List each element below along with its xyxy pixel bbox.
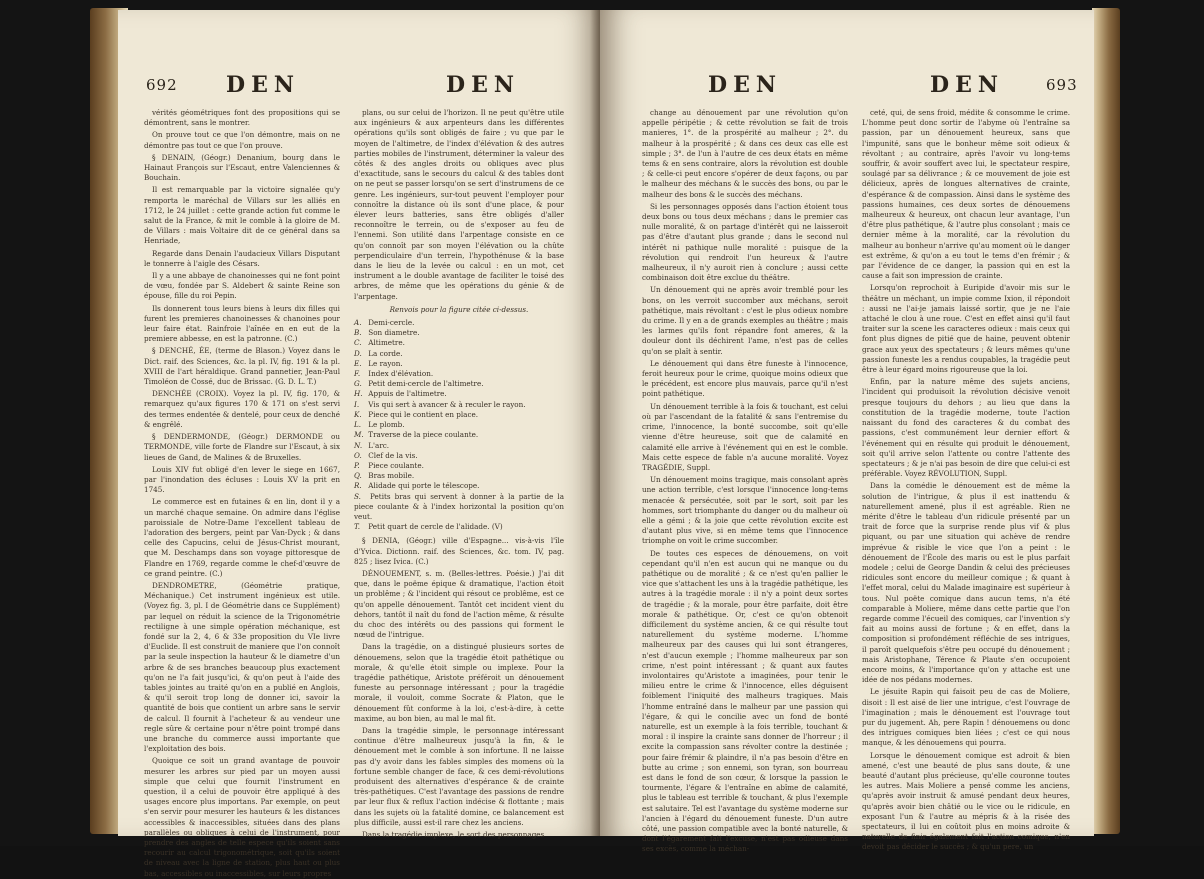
legend-key: G. bbox=[354, 379, 362, 389]
legend-text: Son diametre. bbox=[366, 328, 420, 338]
left-page-column-2 bbox=[354, 108, 564, 840]
legend-key: B. bbox=[354, 328, 362, 338]
paragraph: DENCHÉE (CROIX). Voyez la pl. IV, fig. 170, & remarquez qu'aux figures 170 & 171 on s'est servi des termes endentée & dentelé, pour ceux de denché & engrêlé. bbox=[144, 389, 340, 429]
legend-key: Q. bbox=[354, 471, 362, 481]
paragraph: Dans la tragédie implexe, le sort des personnages bbox=[362, 830, 545, 840]
page-number: 692 bbox=[146, 76, 178, 94]
legend-text: Le plomb. bbox=[366, 420, 405, 430]
running-head-right: DEN bbox=[446, 72, 520, 98]
left-page-header bbox=[118, 72, 600, 102]
paragraph: Lorsqu'on reprochoit à Euripide d'avoir mis sur le théâtre un méchant, un impie comme Ixion, il répondoit : aussi ne l'ai-je jamais laissé sortir, que je ne l'aie attaché le clou à une roue. C'est en effet ainsi qu'il faut traiter sur la scene les caracteres odieux : mais ceux qui font plus dignes de pitié que de haine, peuvent obtenir grace aux yeux des spectateurs ; & leurs mêmes qu'une passion funeste les a rendus coupables, la tragédie peut être à leur égard moins rigoureuse que la loi. bbox=[862, 283, 1070, 375]
paragraph: vérités géométriques font des propositions qui se démontrent, sans le montrer. bbox=[144, 108, 340, 128]
paragraph: § DENDERMONDE, (Géogr.) DERMONDE ou TERMONDE, ville forte de Flandre sur l'Escaut, à six lieues de Gand, de Malines & de Bruxelles. bbox=[144, 432, 340, 462]
right-page-header bbox=[600, 72, 1094, 102]
legend-key: R. bbox=[354, 481, 362, 491]
paragraph: Le jésuite Rapin qui faisoit peu de cas de Moliere, disoit : Il est aisé de lier une intrigue, c'est l'ouvrage de l'imagination ; mais le dénouement est l'ouvrage tout pur du jugement. Ah, pere Rapin ! dénouemens ou donc des intrigues comiques bien liées ; c'est ce qui nous manque, & les dénouemens qui pourra. bbox=[862, 687, 1070, 748]
legend-text: L'arc. bbox=[366, 440, 390, 450]
paragraph: Quoique ce soit un grand avantage de pouvoir mesurer les arbres sur pied par un moyen aussi simple que celui que fournit l'instrument en question, il a celui de pouvoir être appliqué à des usages encore plus importans. Par exemple, on peut s'en servir pour mesurer les hauteurs & les distances accessibles & inaccessibles, situées dans des plans parallèles ou obliques à celui de l'instrument, pour prendre des angles de telle espece qu'ils soient sans recourir au calcul trigonométrique, soit qu'ils soient de niveau avec la ligne de station, plus haut ou plus bas, accessibles ou inaccessibles, sur leurs propres bbox=[144, 756, 340, 878]
legend-item bbox=[354, 318, 564, 328]
paragraph: § DENCHÉ, ÉE, (terme de Blason.) Voyez dans le Dict. raif. des Sciences, &c. la pl. IV, fig. 191 & la pl. XVIII de l'art héraldique. Grand pannetier, Jean-Paul Timoléon de Cossé, duc de Brissac. (G. D. L. T.) bbox=[144, 346, 340, 387]
running-head-left: DEN bbox=[226, 72, 300, 98]
legend-key: C. bbox=[354, 338, 362, 348]
figure-legend bbox=[354, 318, 564, 532]
paragraph: Regarde dans Denain l'audacieux Villars Disputant le tonnerre à l'aigle des Césars. bbox=[144, 248, 340, 268]
right-page bbox=[600, 10, 1094, 854]
legend-item bbox=[354, 389, 564, 399]
running-head-right: DEN bbox=[930, 72, 1004, 98]
legend-text: Traverse de la piece coulante. bbox=[366, 430, 479, 440]
legend-text: Petits bras qui servent à donner à la partie de la piece coulante & à l'index horizontal la position qu'on veut. bbox=[354, 491, 564, 521]
paragraph: DENDROMETRE, (Géométrie pratique, Méchanique.) Cet instrument ingénieux est utile. (Voyez fig. 3, pl. I de Géométrie dans ce Supplément) par lequel on réduit la science de la Trigonométrie rectiligne à une simple opération méchanique, est fondé sur la 2, 4, 6 & 33e proposition du VIe livre d'Euclide. Il est construit de maniere que l'on connoît par la seule inspection la hauteur & le diametre d'un arbre & de ses branches beaucoup plus exactement qu'on ne l'a fait jusqu'ici, & qu'on peut à l'aide des tables jointes au traité qu'on en a publié en Anglois, & qu'il seroit trop long de donner ici, savoir la quantité de bois que contient un arbre sans le servir de calcul. Il fournit à l'acheteur & au vendeur une regle sûre & certaine pour n'être point trompé dans une branche du commerce aussi importante que l'exploitation des bois. bbox=[144, 580, 340, 754]
legend-item bbox=[354, 328, 564, 338]
legend-key: P. bbox=[354, 460, 360, 470]
legend-item bbox=[354, 420, 564, 430]
legend-item bbox=[354, 410, 564, 420]
legend-key: H. bbox=[354, 389, 363, 399]
legend-item bbox=[354, 430, 564, 440]
legend-key: N. bbox=[354, 440, 363, 450]
legend-key: A. bbox=[354, 318, 362, 328]
legend-key: S. bbox=[354, 491, 361, 501]
legend-text: Le rayon. bbox=[366, 358, 403, 368]
legend-item bbox=[354, 369, 564, 379]
paragraph: Il est remarquable par la victoire signalée qu'y remporta le maréchal de Villars sur les alliés en 1712, le 24 juillet : cette grande action fut comme le salut de la France, & mit le comble à la gloire de M. de Villars : mais Voltaire dit de ce général dans sa Henriade, bbox=[144, 185, 340, 246]
legend-item bbox=[354, 461, 564, 471]
left-page-column-1 bbox=[144, 108, 340, 878]
paragraph: Le dénouement qui dans être funeste à l'innocence, feroit heureux pour le crime, quoique moins odieux que le précédent, est encore plus mauvais, parce qu'il n'est point pathétique. bbox=[642, 358, 848, 399]
open-book bbox=[90, 4, 1120, 878]
paragraph: Dans la tragédie simple, le personnage intéressant continue d'être malheureux jusqu'à la fin, & le dénouement met le comble à son infortune. Il ne laisse pas d'y avoir dans les fables simples des momens où la fortune semble changer de face, & ces demi-révolutions produisent des alternatives d'espérance & de crainte très-pathétiques. C'est l'avantage des passions de rendre par leur flux & reflux l'action indécise & flottante ; mais dans les sujets où la fatalité domine, ce balancement est plus difficile, aussi est-il rare chez les anciens. bbox=[354, 725, 564, 827]
paragraph: On prouve tout ce que l'on démontre, mais on ne démontre pas tout ce que l'on prouve. bbox=[144, 130, 340, 150]
paragraph: Dans la tragédie, on a distingué plusieurs sortes de dénouemens, selon que la tragédie étoit pathétique ou morale, & qu'elle étoit simple ou implexe. Pour la tragédie pathétique, Aristote préféroit un dénouement funeste au personnage intéressant ; pour la tragédie morale, il vouloit, comme Socrate & Platon, que le dénouement fût conforme à la loi, c'est-à-dire, à cette maxime, au bon bien, au mal le mal fit. bbox=[354, 642, 564, 723]
paragraph: Un dénouement moins tragique, mais consolant après une action terrible, c'est lorsque l'innocence long-tems menacée & persécutée, soit par le sort, soit par les hommes, sort triomphante du danger ou du malheur où elle a gémi ; & la joie que cette révolution excite est d'autant plus vive, si en même tems que l'innocence triomphe on voit le crime succomber. bbox=[642, 475, 848, 546]
legend-text: Petit demi-cercle de l'altimetre. bbox=[366, 379, 484, 389]
paragraph: Dans la comédie le dénouement est de même la solution de l'intrigue, & plus il est inattendu & naturellement amené, plus il est agréable. Rien ne mérite d'être le tableau d'un ridicule présenté par un trait de force que la surprise rende plus vif & plus piquant, ou par une situation qui achève de rendre imprévue & risible le vice que l'on a peint : le dénouement de l'École des maris ou est le plus parfait modele ; celui de George Dandin & celui des précieuses ridicules sont encore du meilleur comique ; & quant à l'effet moral, celui du Malade imaginaire est supérieur à tous. Nul poëte comique dans aucun tems, n'a été comparable à Moliere, même dans cette partie que l'on regarde comme l'écueil des comiques, car l'invention s'y fait au moins aussi de fortune ; & en effet, dans la composition si profondément réfléchie de ses intrigues, il paroît quelquefois s'être peu occupé du dénouement ; mais Aristophane, Térence & Plaute s'en occupoient encore moins, & l'importance qu'on y attache est une idée de nos pédans modernes. bbox=[862, 481, 1070, 685]
legend-text: Altimetre. bbox=[366, 338, 405, 348]
legend-text: Alidade qui porte le télescope. bbox=[366, 481, 480, 491]
legend-text: Vis qui sert à avancer & à reculer le rayon. bbox=[366, 399, 526, 409]
legend-key: O. bbox=[354, 450, 362, 460]
paragraph: Il y a une abbaye de chanoinesses qui ne font point de vœu, fondée par S. Aldebert & sainte Reine son épouse, fille du roi Pepin. bbox=[144, 271, 340, 301]
paragraph: Enfin, par la nature même des sujets anciens, l'incident qui produisoit la révolution décisive venoit presque toujours du dehors ; au lieu que dans la constitution de la tragédie moderne, toute l'action naissant du fond des caracteres & du combat des passions, c'est communément leur dernier effort & l'événement qui en résulte qui produit le dénouement, soit qu'il arrive selon l'attente ou contre l'attente des spectateurs ; & je n'ai pas besoin de dire que celui-ci est préférable. Voyez RÉVOLUTION, Suppl. bbox=[862, 377, 1070, 479]
legend-title: Renvois pour la figure citée ci-dessus. bbox=[389, 304, 529, 314]
paragraph: Louis XIV fut obligé d'en lever le siege en 1667, par l'inondation des écluses : Louis XV la prit en 1745. bbox=[144, 464, 340, 495]
legend-text: Index d'élévation. bbox=[366, 369, 434, 379]
legend-item bbox=[354, 349, 564, 359]
legend-item bbox=[354, 400, 564, 410]
legend-key: K. bbox=[354, 409, 362, 419]
legend-key: M. bbox=[354, 430, 364, 440]
legend-key: T. bbox=[354, 522, 361, 532]
right-page-column-1 bbox=[642, 108, 848, 854]
page-number: 693 bbox=[1046, 76, 1078, 94]
legend-item bbox=[354, 441, 564, 451]
paragraph: Si les personnages opposés dans l'action étoient tous deux bons ou tous deux méchans ; dans le premier cas nulle moralité, & on partage d'intérêt qui ne laisseroit pas d'être d'autant plus grande ; dans le second nul intérêt ni pathique nulle moralité : puisque de la révolution qui rendroit l'un heureux & l'autre malheureux, il n'y auroit rien à conclure ; aussi cette combinaison doit être exclue du théâtre. bbox=[642, 201, 848, 283]
left-page bbox=[118, 10, 600, 878]
legend-item bbox=[354, 359, 564, 369]
paragraph: § DENAIN, (Géogr.) Denanium, bourg dans le Hainaut François sur l'Escaut, entre Valenciennes & Bouchain. bbox=[144, 152, 340, 183]
legend-text: Bras mobile. bbox=[366, 471, 415, 481]
running-head-left: DEN bbox=[708, 72, 782, 98]
legend-text: Demi-cercle. bbox=[366, 318, 415, 328]
legend-item bbox=[354, 481, 564, 491]
paragraph: DÉNOUEMENT, s. m. (Belles-lettres. Poésie.) J'ai dit que, dans le poëme épique & dramatique, l'action étoit un problême ; & l'incident qui résout ce problême, est ce qu'on appelle dénouement. Tantôt cet incident vient du dehors, tantôt il naît du fond de l'action même, & résulte du choc des intérêts ou des passions qui forment le nœud de l'intrigue. bbox=[354, 568, 564, 640]
paragraph: change au dénouement par une révolution qu'on appelle péripétie ; & cette révolution se fait de trois manieres, 1°. de la prospérité au malheur ; 2°. du malheur à la prospérité ; & dans ces deux cas elle est simple ; 3°. de l'un à l'autre de ces deux états en même tems & en sens contraire, alors la révolution est double ; & celle-ci peut encore s'opérer de deux façons, ou par le malheur des méchans & le succès des bons, ou par le malheur des bons & le succès des méchans. bbox=[642, 108, 848, 199]
paragraph: De toutes ces especes de dénouemens, on voit cependant qu'il n'en est aucun qui ne manque ou du pathétique ou de moralité ; & ce n'est qu'en pallier le vice que s'attachent les uns à la tragédie pathétique, les autres à la tragédie morale : il n'y a point deux sortes de tragédie ; & la morale, pour être parfaite, doit être morale & pathétique. Or, c'est ce qu'on obtenoit difficilement du système ancien, & ce qui résulte tout naturellement du système moderne. L'homme malheureux par des causes qui lui sont étrangeres, n'est d'aucun exemple ; l'homme malheureux par son crime, n'est point intéressant ; & quant aux fautes involontaires qu'Aristote a imaginées, pour tenir le milieu entre le crime & l'innocence, elles déguisent foiblement l'iniquité des malheurs tragiques. Mais l'homme entraîné dans le malheur par une passion qui l'égare, & qui le concilie avec un fond de bonté naturelle, est un exemple à la fois terrible, touchant & moral : il inspire la crainte sans donner de l'horreur ; il excite la compassion sans révolter contre la destinée ; pour faire frémir & plaindre, il n'a pas besoin d'être en butte au crime ; son ennemi, son tyran, son bourreau est dans le fond de son cœur, & lorsque la passion le tourmente, l'égare & l'entraîne en abîme de calamité, plus le tableau est terrible & touchant, & plus l'exemple est salutaire. Tel est l'avantage du système moderne sur l'ancien à l'égard du dénouement funeste. D'un autre côté, une passion compatible avec la bonté naturelle, & dont l'égarement fait l'excuse, n'est pas odieuse dans ses excès, comme la méchan- bbox=[642, 548, 848, 854]
paragraph: Lorsque le dénouement comique est adroit & bien amené, c'est une beauté de plus sans doute, & une beauté d'autant plus précieuse, qu'elle couronne toutes les autres. Mais Moliere a pensé comme les anciens, qu'après avoir instruit & amusé pendant deux heures, qu'après avoir bien châtié ou le vice ou le ridicule, en exposant l'un & l'autre au mépris & à la risée des spectateurs, il lui en coûtoit plus en moins adroite & naturelle de finir également fait l'action comique, n'en devoit pas décider le succès ; & qu'un pere, un bbox=[862, 750, 1070, 852]
paragraph: plans, ou sur celui de l'horizon. Il ne peut qu'être utile aux ingénieurs & aux arpenteurs dans les différentes opérations qu'ils sont obligés de faire ; vu que par le moyen de l'altimetre, de l'index d'élévation & des autres parties mobiles de l'instrument, déterminer la valeur des côtés & des angles droits ou obliques avec plus d'exactitude, sans le secours du calcul & des tables dont on ne peut se passer lorsqu'on se sert d'instrumens de ce genre. Les ingénieurs, sur-tout peuvent l'employer pour connoître la distance où ils sont d'une place, & pour élever leurs batteries, sans être obligés d'aller reconnoître le terrein, ou de s'exposer au feu de l'ennemi. Son utilité dans l'arpentage consiste en ce qu'on connoît par son moyen l'élévation ou la chûte perpendiculaire d'un terrein, l'hypothénuse & la base dans le lieu de la levée ou calcul : en un mot, cet instrument a le double avantage de faciliter le toisé des arbres, de même que les opérations du génie & de l'arpentage. bbox=[354, 108, 564, 301]
legend-item bbox=[354, 451, 564, 461]
legend-item bbox=[354, 471, 564, 481]
right-page-column-2 bbox=[862, 108, 1070, 852]
legend-key: F. bbox=[354, 369, 361, 379]
legend-item bbox=[354, 379, 564, 389]
paragraph: Un dénouement qui ne après avoir tremblé pour les bons, on les verroit succomber aux méchans, seroit pathétique, mais révoltant : c'est le plus odieux nombre du crime. Il y en a de grands exemples au théâtre ; mais les larmes qu'ils font répandre font ameres, & la douleur dont ils déchirent l'ame, n'est pas de celles qu'on se plaît à sentir. bbox=[642, 285, 848, 356]
paragraph: Un dénouement terrible à la fois & touchant, est celui où par l'ascendant de la fatalité & sans l'entremise du crime, l'innocence, la bonté succombe, soit qu'elle vienne d'être heureuse, soit que de calamité en calamité elle arrive à l'événement qui en est le comble. Mais cette espece de fable n'a aucune moralité. Voyez TRAGÉDIE, Suppl. bbox=[642, 401, 848, 472]
legend-item bbox=[354, 522, 564, 532]
legend-key: E. bbox=[354, 358, 362, 368]
paragraph: ceté, qui, de sens froid, médite & consomme le crime. L'homme peut donc sortir de l'abyme où l'entraîne sa passion, par un dénouement heureux, sans que l'impunité, sans que le bonheur même soit odieux & révoltant ; au contraire, après l'avoir vu long-tems souffrir, & avoir souffert avec lui, le spectateur respire, soulagé par sa délivrance ; & ce mouvement de joie est délicieux, après de longues alternatives de crainte, d'espérance & de compassion. Ainsi dans le système des passions humaines, ces deux sortes de dénouemens malheureux & heureux, ont chacun leur avantage, l'un d'être plus pathétique, & l'autre plus consolant ; mais ce dernier même à la moralité, car la révolution du malheur au bonheur n'arrive qu'au moment où le danger est extrême, & qu'on a eu tout le tems d'en frémir ; & par l'évidence de ce danger, la passion qui en est la cause a fait son impression de crainte. bbox=[862, 108, 1070, 281]
legend-text: Clef de la vis. bbox=[366, 450, 418, 460]
legend-text: Piece coulante. bbox=[366, 460, 424, 470]
paragraph: Le commerce est en futaines & en lin, dont il y a un marché chaque semaine. On admire dans l'église paroissiale de Notre-Dame l'excellent tableau de l'adoration des bergers, peint par Van-Dyck ; & dans celle des Capucins, celui de Jésus-Christ mourant, que M. Deschamps dans son voyage pittoresque de Flandre en 1769, regarde comme le chef-d'œuvre de ce grand peintre. (C.) bbox=[144, 497, 340, 578]
paragraph: Ils donnerent tous leurs biens à leurs dix filles qui furent les premieres chanoinesses & chanoines pour leur faire état. Rainfroie l'aînée en en eut de la premiere abbesse, en est la patronne. (C.) bbox=[144, 303, 340, 344]
legend-text: Piece qui le contient en place. bbox=[366, 409, 479, 419]
legend-key: I. bbox=[354, 399, 360, 409]
legend-key: D. bbox=[354, 348, 362, 358]
legend-item bbox=[354, 492, 564, 523]
legend-item bbox=[354, 338, 564, 348]
paragraph: § DENIA, (Géogr.) ville d'Espagne... vis-à-vis l'île d'Yvica. Dictionn. raif. des Sciences, &c. tom. IV, pag. 825 ; lisez Ivica. (C.) bbox=[354, 536, 564, 566]
legend-text: La corde. bbox=[366, 348, 403, 358]
legend-text: Appuis de l'altimetre. bbox=[366, 389, 447, 399]
legend-text: Petit quart de cercle de l'alidade. (V) bbox=[366, 522, 503, 532]
right-page-edges bbox=[1092, 8, 1120, 834]
legend-key: L. bbox=[354, 420, 362, 430]
